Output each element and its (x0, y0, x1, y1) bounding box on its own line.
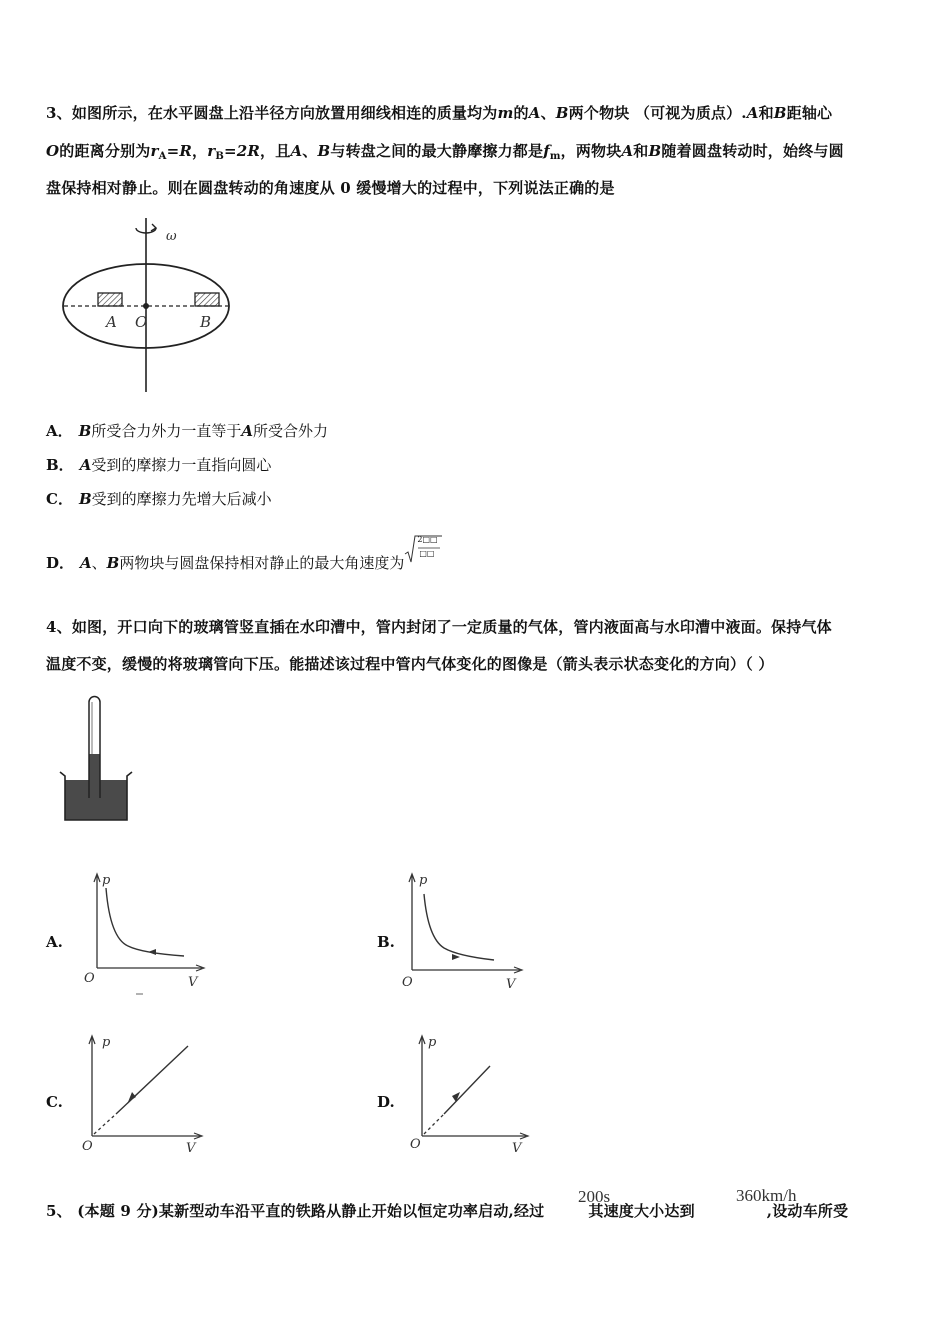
q4-tube-figure (58, 694, 138, 826)
axis-label-V: V (506, 977, 516, 992)
var-r: r (207, 142, 216, 160)
subscript-m: m (549, 151, 561, 162)
block-B (195, 293, 219, 306)
option-text: 所受合力外力一直等于 (91, 422, 242, 440)
q3-text: 随着圆盘转动时，始终与圆 (661, 142, 844, 160)
option-label: B． (46, 456, 74, 474)
var-f: f (543, 142, 550, 160)
block-A (98, 293, 122, 306)
q3-text: 3、如图所示，在水平圆盘上沿半径方向放置用细线相连的质量均为 (46, 104, 498, 122)
direction-arrow-icon (128, 1092, 136, 1102)
var-m: m (497, 104, 514, 122)
tube-liquid (89, 754, 100, 782)
var-A: A (79, 456, 92, 474)
var-A: A (621, 142, 634, 160)
q5-time-value: 200s (578, 1187, 611, 1206)
q4-option-a[interactable]: A. (46, 933, 63, 951)
var-A: A (241, 422, 253, 440)
var-A: A (746, 104, 759, 122)
option-label: A． (46, 422, 73, 440)
subscript-B: B (215, 151, 224, 162)
q3-text: 的 (513, 104, 529, 122)
q5-speed-value: 360km/h (736, 1186, 797, 1205)
axis-label-p: p (102, 1035, 111, 1050)
state-line (116, 1046, 188, 1114)
var-O: O (46, 142, 60, 160)
formula-numerator: 2□□ (417, 535, 438, 544)
var-A: A (528, 104, 541, 122)
direction-arrow-icon (452, 1092, 460, 1102)
axis-label-O: O (84, 971, 95, 986)
q4-text: 4、如图，开口向下的玻璃管竖直插在水印漕中，管内封闭了一定质量的气体，管内液面高与水印漕中液面。保持气体 (46, 618, 832, 636)
direction-arrow-icon (148, 949, 156, 955)
q3-option-a[interactable] (46, 420, 328, 441)
q4-option-b[interactable]: B. (377, 933, 395, 951)
q3-line-1 (46, 102, 832, 123)
sqrt-formula (404, 535, 442, 572)
subscript-A: A (158, 151, 167, 162)
q3-disc-figure (56, 210, 246, 395)
label-O: O (135, 313, 148, 331)
q3-text: 的距离分别为 (59, 142, 151, 160)
axis-label-V: V (188, 975, 198, 990)
q3-text: ， (192, 142, 208, 160)
q3-option-c[interactable] (46, 488, 272, 509)
q3-text: 与转盘之间的最大静摩擦力都是 (330, 142, 544, 160)
var-B: B (555, 104, 569, 122)
axis-label-p: p (102, 873, 111, 888)
option-label: D． (46, 554, 75, 572)
label-B: B (200, 313, 212, 331)
q4-option-c[interactable]: C. (46, 1093, 63, 1111)
label-A: A (106, 313, 117, 331)
graph-a[interactable] (80, 868, 210, 996)
trough-liquid (65, 780, 127, 820)
var-B: B (106, 554, 120, 572)
label-omega: ω (166, 229, 177, 244)
isotherm-curve (424, 894, 494, 960)
option-label: C． (46, 490, 73, 508)
isotherm-curve (106, 888, 184, 956)
axis-label-O: O (82, 1139, 93, 1154)
graph-c[interactable] (78, 1030, 208, 1158)
option-text: 受到的摩擦力一直指向圆心 (91, 456, 272, 474)
var-2R: =2R (223, 142, 261, 160)
option-text: 受到的摩擦力先增大后减小 (91, 490, 272, 508)
q5-text: 其速度大小达到 (588, 1202, 695, 1220)
axis-label-V: V (186, 1141, 196, 1156)
q5-text: 5、 (本题 9 分)某新型动车沿平直的铁路从静止开始以恒定功率启动,经过 (46, 1202, 545, 1220)
axis-label-O: O (402, 975, 413, 990)
option-text: 两物块与圆盘保持相对静止的最大角速度为 (119, 554, 405, 572)
q3-option-d[interactable] (46, 535, 442, 573)
var-B: B (78, 422, 92, 440)
extrapolation-dashed-line (424, 1114, 444, 1134)
var-r: r (150, 142, 159, 160)
option-text: 、 (91, 554, 107, 572)
axis-label-O: O (410, 1137, 421, 1152)
q3-text: 、 (540, 104, 556, 122)
direction-arrow-icon (452, 954, 460, 960)
q4-option-d[interactable]: D. (377, 1093, 395, 1111)
extrapolation-dashed-line (94, 1114, 116, 1134)
formula-denominator: □□ (419, 549, 435, 558)
q3-text: 距轴心 (786, 104, 833, 122)
q3-text: ，且 (260, 142, 291, 160)
var-B: B (317, 142, 331, 160)
q4-text: 温度不变，缓慢的将玻璃管向下压。能描述该过程中管内气体变化的图像是（箭头表示状态变化的方向）（ ） (46, 655, 774, 673)
state-line (444, 1066, 490, 1114)
var-R: =R (166, 142, 192, 160)
axis-label-p: p (428, 1035, 437, 1050)
q3-text: 和 (633, 142, 649, 160)
var-B: B (648, 142, 662, 160)
center-point-O (143, 303, 149, 309)
graph-d[interactable] (408, 1030, 538, 1158)
axis-label-V: V (512, 1141, 522, 1156)
graph-b[interactable] (402, 868, 532, 996)
axis-label-p: p (419, 873, 428, 888)
q5-text: ,设动车所受 (766, 1202, 849, 1220)
q3-text: ，两物块 (560, 142, 622, 160)
q4-line-1 (46, 616, 832, 637)
q3-text: 和 (758, 104, 774, 122)
option-text: 所受合外力 (252, 422, 328, 440)
q3-text: 两个物块 （可视为质点）. (568, 104, 747, 122)
q3-line-3 (46, 177, 615, 198)
q3-text: 、 (302, 142, 318, 160)
var-A: A (80, 554, 92, 572)
q3-line-2 (46, 140, 844, 162)
q5-line-1 (46, 1200, 848, 1221)
var-A: A (290, 142, 303, 160)
var-B: B (773, 104, 787, 122)
var-B: B (78, 490, 92, 508)
q3-option-b[interactable] (46, 454, 271, 475)
q4-line-2 (46, 653, 774, 674)
q3-text: 盘保持相对静止。则在圆盘转动的角速度从 0 缓慢增大的过程中，下列说法正确的是 (46, 179, 615, 197)
